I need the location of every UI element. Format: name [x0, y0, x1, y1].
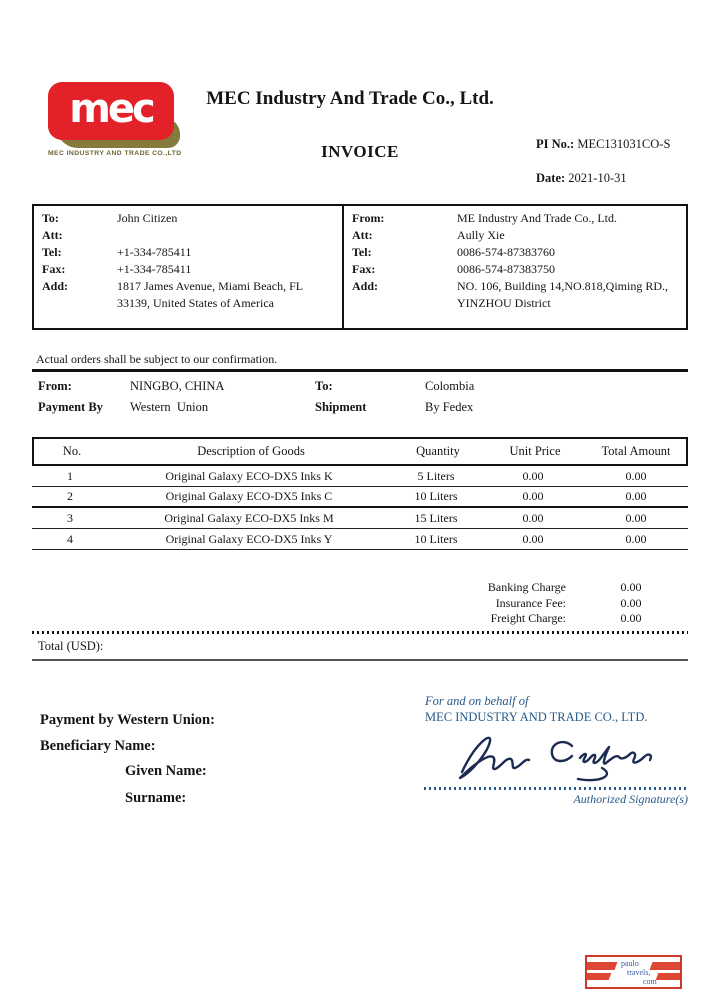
fax-row — [42, 261, 336, 278]
charge-row — [380, 580, 680, 596]
goods-table-body — [32, 466, 688, 550]
cell-qty: 10 Liters — [414, 489, 458, 503]
payment-western-union-label: Payment by Western Union: — [40, 712, 215, 728]
stamp-text-line2: travels, — [627, 968, 651, 977]
from-value: ME Industry And Trade Co., Ltd. — [457, 211, 618, 225]
att-row — [352, 227, 680, 244]
divider-thin — [32, 659, 688, 661]
for-and-on-behalf-text: For and on behalf of — [425, 694, 529, 708]
to-label: To: — [42, 211, 59, 225]
dotted-divider — [32, 631, 688, 634]
cell-desc: Original Galaxy ECO-DX5 Inks C — [165, 489, 333, 503]
ship-from-cell — [342, 206, 686, 328]
fax-value: 0086-574-87383750 — [457, 262, 555, 276]
date-value: 2021-10-31 — [568, 171, 627, 185]
handwritten-signature — [432, 726, 672, 793]
bill-to-cell — [34, 206, 342, 328]
divider-thick — [32, 369, 688, 372]
cell-no: 2 — [67, 489, 73, 503]
behalf-company-name: MEC INDUSTRY AND TRADE CO., LTD. — [425, 710, 648, 724]
cell-desc: Original Galaxy ECO-DX5 Inks K — [165, 468, 333, 483]
cell-desc: Original Galaxy ECO-DX5 Inks Y — [165, 531, 333, 546]
from-label: From: — [352, 211, 385, 225]
banking-charge-value: 0.00 — [620, 580, 642, 595]
att-label: Att: — [352, 228, 373, 242]
ship-to-value: Colombia — [425, 379, 475, 393]
pi-value: MEC131031CO-S — [577, 137, 671, 151]
date-line — [536, 171, 627, 186]
pi-number-line — [536, 137, 670, 152]
add-row — [42, 278, 336, 312]
stamp-stripe-icon — [585, 962, 617, 970]
tel-value: +1-334-785411 — [117, 245, 192, 259]
cell-qty: 5 Liters — [417, 468, 455, 483]
fax-value: +1-334-785411 — [117, 262, 192, 276]
att-value: Aully Xie — [457, 228, 505, 242]
payment-by-label: Payment By — [38, 400, 103, 414]
parties-box — [32, 204, 688, 330]
date-label: Date: — [536, 171, 566, 185]
tel-row — [352, 244, 680, 261]
charge-row — [380, 611, 680, 627]
ship-from-label: From: — [38, 379, 72, 393]
beneficiary-name-label: Beneficiary Name: — [40, 738, 156, 754]
signature-dotted-line — [424, 787, 688, 790]
table-row — [32, 466, 688, 487]
cell-total: 0.00 — [625, 510, 647, 525]
given-name-label: Given Name: — [125, 763, 207, 779]
total-usd-label: Total (USD): — [38, 639, 104, 653]
header-unit-price: Unit Price — [509, 444, 561, 458]
charge-row — [380, 596, 680, 612]
tel-value: 0086-574-87383760 — [457, 245, 555, 259]
stamp-stripe-icon — [650, 962, 682, 970]
logo-mec-icon: mec — [69, 86, 153, 132]
logo-red-badge — [48, 82, 174, 140]
stamp-text-line3: com — [643, 977, 657, 986]
company-title: MEC Industry And Trade Co., Ltd. — [206, 88, 494, 109]
invoice-title: INVOICE — [321, 142, 399, 161]
logo-caption: MEC INDUSTRY AND TRADE CO.,LTD — [48, 150, 182, 157]
shipment-value: By Fedex — [425, 400, 474, 414]
header-description: Description of Goods — [197, 444, 305, 458]
header-quantity: Quantity — [416, 444, 460, 458]
table-row — [32, 487, 688, 508]
stamp-text-line1: paulo — [621, 959, 639, 968]
add-row — [352, 278, 680, 312]
shipping-row-1 — [0, 379, 720, 396]
paulo-travels-stamp — [585, 955, 682, 989]
cell-qty: 10 Liters — [414, 531, 458, 546]
att-row — [42, 227, 336, 244]
ship-to-label: To: — [315, 379, 333, 393]
att-label: Att: — [42, 228, 63, 242]
add-value: NO. 106, Building 14,NO.818,Qiming RD., YINZHOU District — [457, 279, 669, 310]
insurance-fee-value: 0.00 — [620, 595, 642, 610]
header-total: Total Amount — [601, 444, 671, 458]
tel-row — [42, 244, 336, 261]
to-row — [42, 210, 336, 227]
tel-label: Tel: — [352, 245, 372, 259]
cell-no: 1 — [67, 468, 73, 483]
cell-unit: 0.00 — [522, 510, 544, 525]
payment-by-value: Western Union — [130, 400, 209, 414]
shipment-label: Shipment — [315, 400, 367, 414]
insurance-fee-label: Insurance Fee: — [495, 595, 566, 610]
fax-label: Fax: — [352, 262, 376, 276]
cell-unit: 0.00 — [522, 489, 544, 503]
header-no: No. — [62, 444, 82, 458]
authorized-signature-label: Authorized Signature(s) — [573, 792, 688, 806]
att-value — [117, 227, 336, 244]
charges-block — [380, 580, 680, 627]
cell-qty: 15 Liters — [414, 510, 458, 525]
table-row — [32, 508, 688, 529]
fax-row — [352, 261, 680, 278]
surname-label: Surname: — [125, 790, 187, 806]
add-label: Add: — [42, 279, 69, 293]
stamp-stripe-icon — [656, 973, 682, 980]
confirmation-note: Actual orders shall be subject to our confirmation. — [36, 352, 278, 366]
cell-total: 0.00 — [625, 468, 647, 483]
tel-label: Tel: — [42, 245, 62, 259]
from-row — [352, 210, 680, 227]
cell-desc: Original Galaxy ECO-DX5 Inks M — [164, 510, 334, 525]
ship-from-value: NINGBO, CHINA — [130, 379, 225, 393]
table-row — [32, 529, 688, 550]
shipping-row-2 — [0, 400, 720, 417]
cell-total: 0.00 — [625, 531, 647, 546]
cell-unit: 0.00 — [522, 531, 544, 546]
cell-no: 3 — [67, 510, 73, 525]
add-label: Add: — [352, 279, 379, 293]
stamp-stripe-icon — [585, 973, 611, 980]
banking-charge-label: Banking Charge — [487, 580, 566, 595]
freight-charge-label: Freight Charge: — [490, 611, 566, 626]
add-value: 1817 James Avenue, Miami Beach, FL 33139, United States of America — [117, 279, 303, 310]
fax-label: Fax: — [42, 262, 66, 276]
cell-total: 0.00 — [625, 489, 647, 503]
goods-table-header — [32, 437, 688, 466]
cell-no: 4 — [67, 531, 73, 546]
cell-unit: 0.00 — [522, 468, 544, 483]
freight-charge-value: 0.00 — [620, 611, 642, 626]
pi-label: PI No.: — [536, 137, 575, 151]
to-value: John Citizen — [117, 211, 178, 225]
